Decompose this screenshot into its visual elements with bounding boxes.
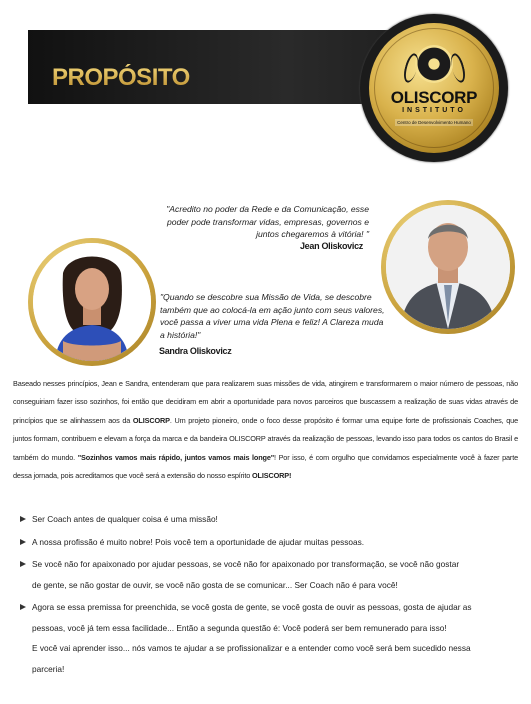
- quote-sandra: "Quando se descobre sua Missão de Vida, se descobre também que ao colocá-la em ação junto com seus valores, você passa a viver uma vida Plena e feliz! A Clareza muda a história!": [160, 292, 385, 340]
- triangle-bullet-icon: [20, 604, 26, 610]
- author-jean: Jean Oliskovicz: [299, 241, 363, 251]
- list-item-text: E você vai aprender isso... nós vamos te ajudar a se profissionalizar e a entender como você será bem sucedido nessa: [32, 643, 471, 653]
- intro-paragraph: [13, 375, 518, 485]
- quote-jean: "Acredito no poder da Rede e da Comunicação, esse poder pode transformar vidas, empresas, governos e juntos chegaremos à vitória! ": [166, 204, 369, 239]
- paragraph-part-2: . Um projeto pioneiro, onde o foco desse propósito é formar uma equipe forte de profissionais Coaches, que juntos formam, contribuem e elevam a força da marca e da bandeira OLISCORP através da realização de pessoas, levando isso para todos os cantos do Brasil e também do mundo.: [13, 415, 518, 462]
- list-item-text: Se você não for apaixonado por ajudar pessoas, se você não for apaixonado por transformação, se você não gostar: [32, 559, 460, 569]
- logo-name: OLISCORP: [390, 88, 478, 107]
- list-item: [20, 554, 510, 595]
- list-item-text: A nossa profissão é muito nobre! Pois você tem a oportunidade de ajudar muitas pessoas.: [32, 536, 365, 547]
- bullet-list: [20, 509, 510, 681]
- globe-icon: [415, 45, 453, 83]
- paragraph-part-3: ! Por isso, é com orgulho que convidamos especialmente você à fazer parte dessa jornada, pois acreditamos que você será a extensão do nosso espírito: [13, 452, 518, 481]
- list-item-text: pessoas, você já tem essa facilidade... Então a segunda questão é: Você poderá ser bem remunerado para isso!: [32, 622, 447, 633]
- list-item-text: Ser Coach antes de qualquer coisa é uma missão!: [32, 514, 218, 524]
- brand-name-end: OLISCORP!: [252, 471, 292, 481]
- man-in-suit-icon: [386, 205, 510, 329]
- woman-icon: [33, 243, 151, 361]
- oliscorp-logo: [360, 14, 508, 162]
- page-title: PROPÓSITO: [52, 64, 190, 91]
- logo-subtitle: INSTITUTO: [402, 107, 466, 114]
- motto: "Sozinhos vamos mais rápido, juntos vamos mais longe": [77, 452, 275, 462]
- brand-name: OLISCORP: [132, 415, 170, 425]
- photo-sandra: [33, 243, 151, 361]
- triangle-bullet-icon: [20, 516, 26, 522]
- list-item-text: parceria!: [32, 663, 65, 674]
- logo-tagline: Centro de Desenvolvimento Humano: [395, 119, 473, 126]
- list-item-text: Agora se essa premissa for preenchida, se você gosta de gente, se você gosta de ouvir as pessoas, gosta de ajudar as: [32, 602, 472, 612]
- triangle-bullet-icon: [20, 561, 26, 567]
- list-item: [20, 509, 510, 530]
- logo-gold-disc: [369, 23, 499, 153]
- list-item: [20, 532, 510, 553]
- paragraph-part-1: Baseado nesses princípios, Jean e Sandra, entenderam que para realizarem suas missões de vida, atingirem e transformarem o maior número de pessoas, não conseguiriam fazer isso sozinhos, foi então que decidiram em abrir a oportunidade para novos parceiros que buscassem a realização de suas vidas através de princípios que se alinhassem aos da: [13, 379, 518, 425]
- list-item: [20, 597, 510, 679]
- triangle-bullet-icon: [20, 539, 26, 545]
- list-item-text: de gente, se não gostar de ouvir, se você não gosta de se comunicar... Ser Coach não é para você!: [32, 579, 398, 590]
- author-sandra: Sandra Oliskovicz: [159, 346, 232, 356]
- photo-jean: [386, 205, 510, 329]
- portrait-sandra: [28, 238, 156, 366]
- portrait-jean: [381, 200, 515, 334]
